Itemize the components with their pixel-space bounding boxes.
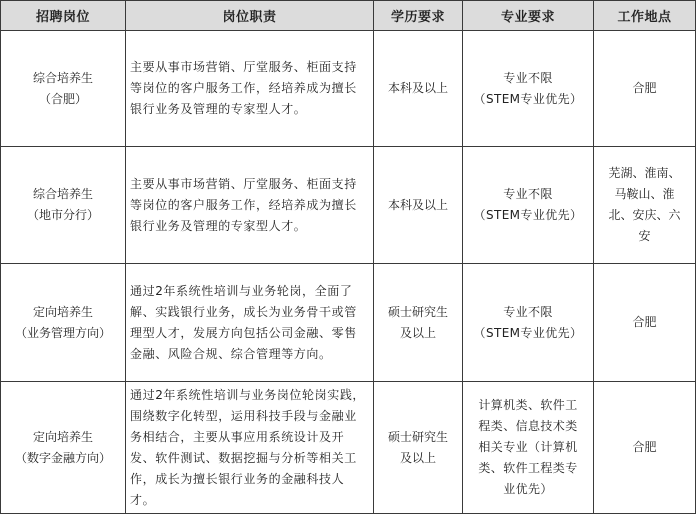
degree-line: 及以上 — [399, 325, 436, 340]
location-cell — [594, 147, 696, 264]
location-cell — [594, 31, 696, 147]
position-name: 综合培养生 — [32, 70, 93, 85]
header-duties: 岗位职责 — [126, 1, 374, 31]
major-cell — [463, 264, 594, 382]
table-row — [1, 147, 696, 264]
header-degree: 学历要求 — [374, 1, 463, 31]
major-line: 计算机类、软件工 — [478, 398, 578, 412]
major-line: （STEM专业优先） — [473, 91, 583, 106]
location-cell — [594, 264, 696, 382]
major-line: 程类、信息技术类 — [478, 419, 578, 433]
major-line: 类、软件工程类专 — [478, 461, 578, 475]
major-line: 专业不限 — [503, 304, 553, 319]
header-position: 招聘岗位 — [1, 1, 126, 31]
degree-text: 本科及以上 — [387, 81, 448, 95]
degree-line: 硕士研究生 — [387, 304, 448, 319]
table-row — [1, 31, 696, 147]
location-line: 北、安庆、六 — [608, 208, 681, 222]
position-cell — [1, 382, 126, 514]
duties-cell: 主要从事市场营销、厅堂服务、柜面支持等岗位的客户服务工作，经培养成为擅长银行业务及管理的专家型人才。 — [126, 147, 374, 264]
degree-cell — [374, 264, 463, 382]
location-text: 合肥 — [632, 81, 657, 95]
location-line: 马鞍山、淮 — [614, 187, 675, 201]
degree-line: 及以上 — [399, 450, 436, 465]
position-cell — [1, 31, 126, 147]
table-row — [1, 382, 696, 514]
major-cell — [463, 31, 594, 147]
table-row — [1, 264, 696, 382]
degree-text: 本科及以上 — [387, 197, 448, 212]
major-line: （STEM专业优先） — [473, 208, 583, 222]
position-name: 综合培养生 — [32, 187, 93, 201]
degree-cell — [374, 382, 463, 514]
major-cell — [463, 382, 594, 514]
degree-line: 硕士研究生 — [387, 429, 448, 444]
major-line: 专业不限 — [503, 187, 553, 201]
major-line: 相关专业（计算机 — [478, 440, 578, 454]
header-location: 工作地点 — [594, 1, 696, 31]
major-line: 专业不限 — [503, 70, 553, 85]
position-cell — [1, 264, 126, 382]
position-cell — [1, 147, 126, 264]
location-text: 合肥 — [632, 440, 657, 454]
position-name: 定向培养生 — [32, 429, 93, 444]
header-major: 专业要求 — [463, 1, 594, 31]
location-line: 安 — [638, 229, 651, 243]
position-name: 定向培养生 — [32, 304, 93, 319]
major-line: 业优先） — [503, 482, 553, 496]
position-branch: （合肥） — [38, 91, 87, 106]
duties-cell: 通过2年系统性培训与业务轮岗，全面了解、实践银行业务，成长为业务骨干或管理型人才，发展方向包括公司金融、零售金融、风险合规、综合管理等方向。 — [126, 264, 374, 382]
position-direction: （数字金融方向） — [14, 450, 111, 465]
major-cell — [463, 147, 594, 264]
location-cell — [594, 382, 696, 514]
major-line: （STEM专业优先） — [473, 325, 583, 340]
location-line: 芜湖、淮南、 — [608, 166, 681, 180]
duties-cell: 通过2年系统性培训与业务岗位轮岗实践，围绕数字化转型，运用科技手段与金融业务相结合，主要从事应用系统设计及开发、软件测试、数据挖掘与分析等相关工作，成长为擅长银行业务的金融科技人才。 — [126, 382, 374, 514]
degree-cell — [374, 147, 463, 264]
header-row — [1, 1, 696, 31]
position-branch: （地市分行） — [26, 208, 99, 222]
degree-cell — [374, 31, 463, 147]
location-text: 合肥 — [632, 315, 657, 329]
duties-cell: 主要从事市场营销、厅堂服务、柜面支持等岗位的客户服务工作，经培养成为擅长银行业务及管理的专家型人才。 — [126, 31, 374, 147]
position-direction: （业务管理方向） — [14, 325, 111, 340]
